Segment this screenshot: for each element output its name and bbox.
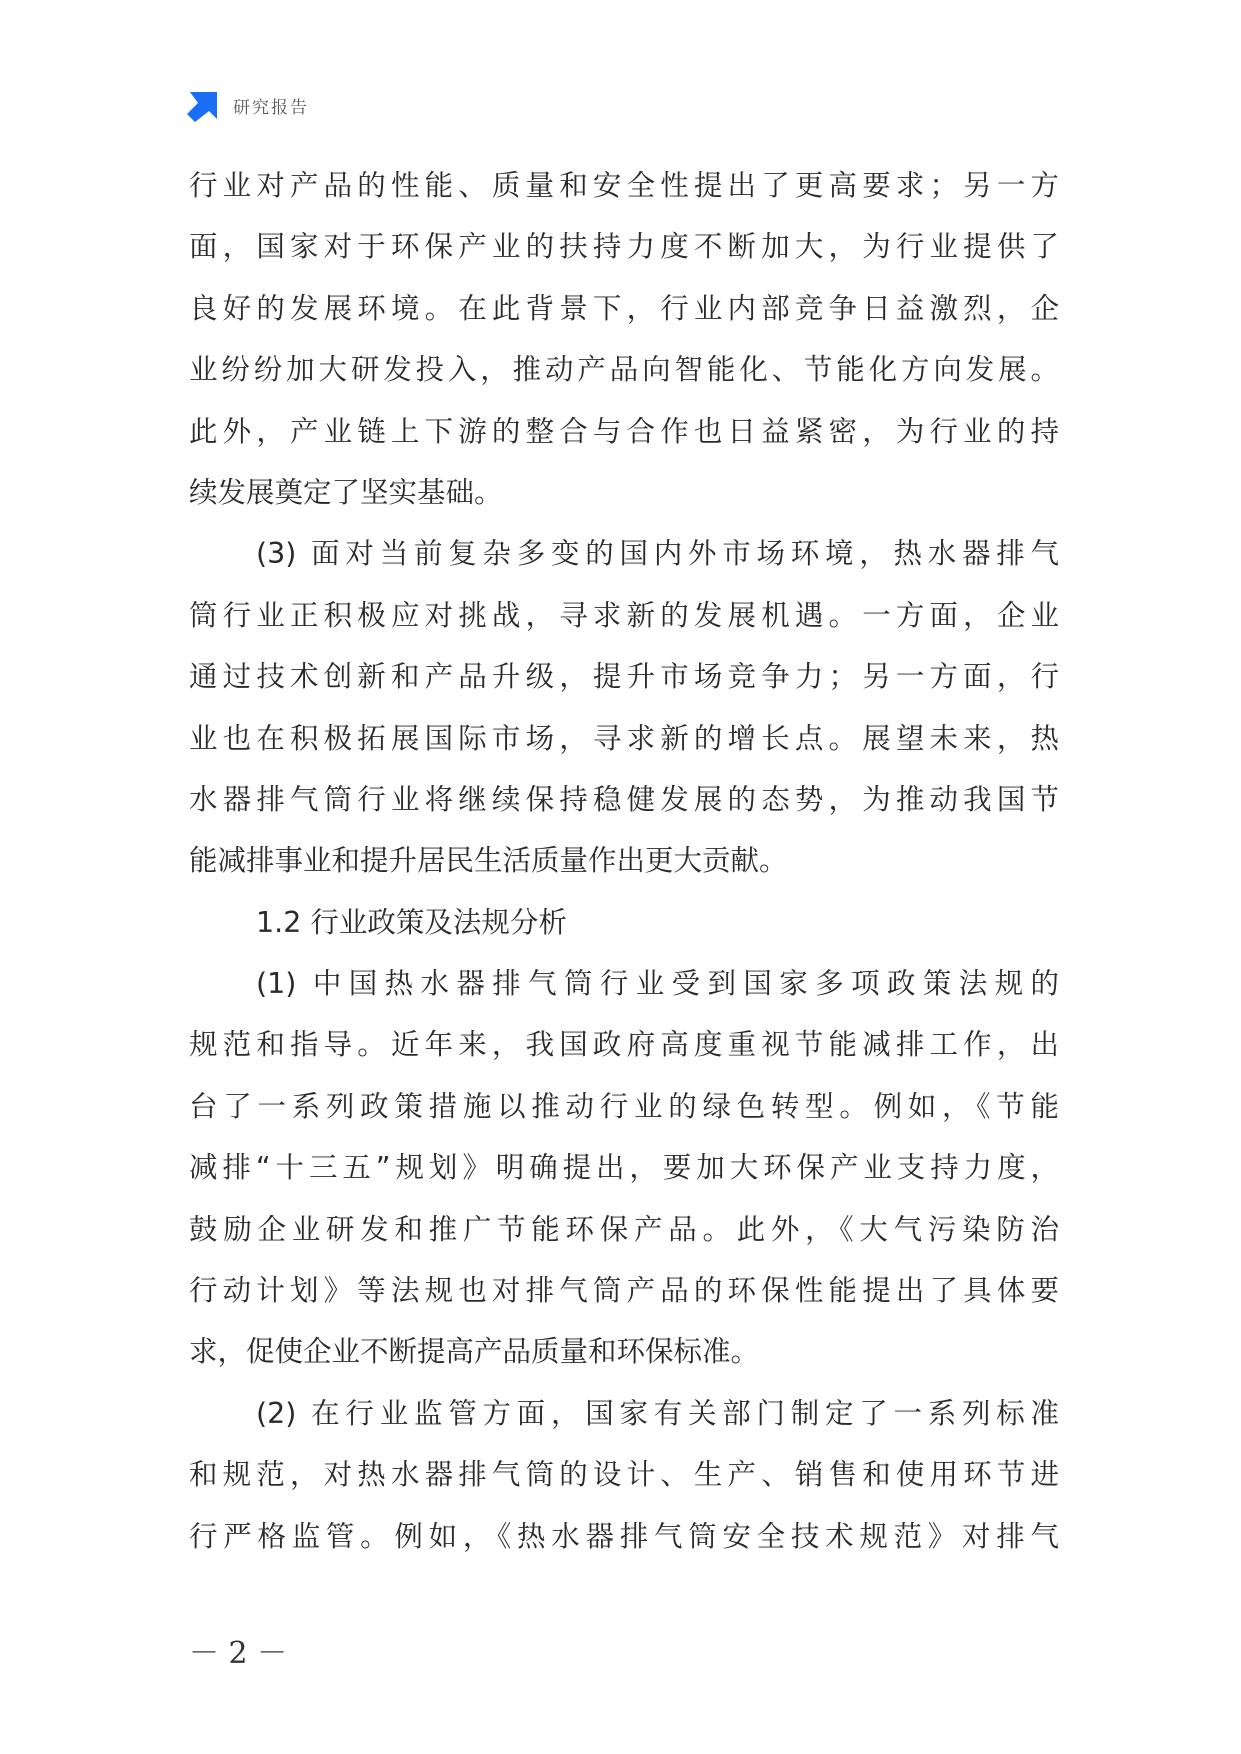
text-line: 面，国家对于环保产业的扶持力度不断加大，为行业提供了 <box>189 230 1059 264</box>
page-header <box>187 87 309 123</box>
text-line: 行业对产品的性能、质量和安全性提出了更高要求；另一方 <box>189 169 1059 202</box>
paragraph-3-start: (3) 面对当前复杂多变的国内外市场环境，热水器排气 <box>256 537 1059 571</box>
text-line: 行严格监管。例如，《热水器排气筒安全技术规范》对排气 <box>189 1519 1059 1553</box>
text-line: 鼓励企业研发和推广节能环保产品。此外，《大气污染防治 <box>189 1212 1059 1246</box>
text-line: 筒行业正积极应对挑战，寻求新的发展机遇。一方面，企业 <box>189 598 1059 632</box>
text-line: 业纷纷加大研发投入，推动产品向智能化、节能化方向发展。 <box>189 353 1059 387</box>
paragraph-1-start: (1) 中国热水器排气筒行业受到国家多项政策法规的 <box>256 967 1059 1001</box>
document-body <box>189 155 1059 1567</box>
text-line: 求，促使企业不断提高产品质量和环保标准。 <box>189 1335 760 1369</box>
arrow-logo-icon <box>187 88 221 122</box>
text-line: 业也在积极拓展国际市场，寻求新的增长点。展望未来，热 <box>189 721 1059 755</box>
text-line: 水器排气筒行业将继续保持稳健发展的态势，为推动我国节 <box>189 782 1059 816</box>
text-line: 减排“十三五”规划》明确提出，要加大环保产业支持力度， <box>189 1151 1059 1185</box>
section-heading: 1.2 行业政策及法规分析 <box>256 905 567 939</box>
text-line: 能减排事业和提升居民生活质量作出更大贡献。 <box>189 844 788 878</box>
text-line: 通过技术创新和产品升级，提升市场竞争力；另一方面，行 <box>189 660 1059 694</box>
header-title: 研究报告 <box>233 97 309 118</box>
text-line: 台了一系列政策措施以推动行业的绿色转型。例如，《节能 <box>189 1089 1059 1123</box>
page-number: － 2 － <box>189 1636 288 1671</box>
paragraph-2-start: (2) 在行业监管方面，国家有关部门制定了一系列标准 <box>256 1396 1059 1430</box>
text-line: 和规范，对热水器排气筒的设计、生产、销售和使用环节进 <box>189 1458 1059 1492</box>
text-line: 此外，产业链上下游的整合与合作也日益紧密，为行业的持 <box>189 414 1059 448</box>
text-line: 良好的发展环境。在此背景下，行业内部竞争日益激烈，企 <box>189 291 1059 325</box>
text-line: 续发展奠定了坚实基础。 <box>189 475 503 509</box>
text-line: 规范和指导。近年来，我国政府高度重视节能减排工作，出 <box>189 1028 1059 1062</box>
text-line: 行动计划》等法规也对排气筒产品的环保性能提出了具体要 <box>189 1274 1059 1308</box>
